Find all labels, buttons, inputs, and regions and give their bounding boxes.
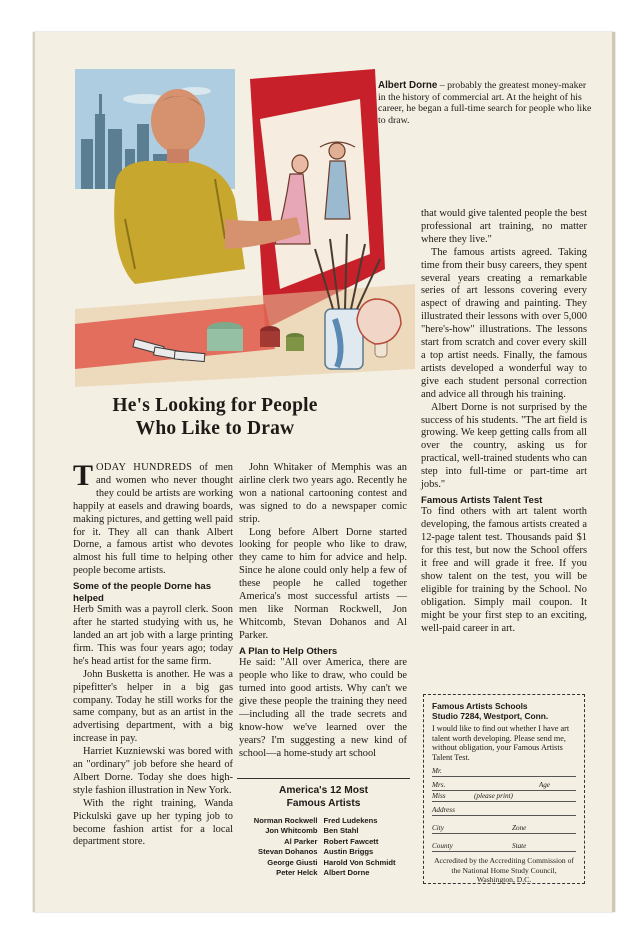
caption-name: Albert Dorne: [378, 80, 438, 91]
col3-paragraph-4: To find others with art talent worth developing, the famous artists created a 12-page talent test. Thousands paid $1 for this test, but now the School offers it free and will grade it free. If you show talent on the test, you will be eligible for training by the School. No obligation. Simply mail coupon. It might be your first step to an exciting, well-paid career in art.: [421, 506, 587, 634]
column-3: [421, 208, 587, 636]
artist-illustration: [75, 69, 415, 387]
label-mr: Mr.: [432, 767, 442, 776]
artist-name: Ben Stahl: [323, 826, 359, 836]
col2-paragraph-3: He said: "All over America, there are people who like to draw, who could be turned into good artists. Why can't we give these people the training they need—including all the trade secrets and know-how we've learned over the years? I'm suggesting a new kind of school—a home-study art school: [239, 657, 407, 759]
mail-coupon[interactable]: [423, 694, 585, 884]
coupon-mrs-age-field[interactable]: [432, 781, 576, 791]
coupon-mr-field[interactable]: [432, 767, 576, 777]
drop-cap: T: [73, 459, 94, 492]
artists-row: [237, 847, 410, 857]
headline: [75, 394, 355, 440]
artists-row: [237, 858, 410, 868]
artist-name: Robert Fawcett: [323, 836, 379, 846]
artist-caption: [378, 80, 593, 126]
coupon-address: Studio 7284, Westport, Conn.: [432, 711, 549, 721]
artists-title-2: Famous Artists: [286, 797, 361, 809]
artists-row: [237, 826, 410, 836]
artist-name: Harold Von Schmidt: [323, 857, 396, 867]
famous-artists-list: [237, 785, 410, 878]
artist-name: Stevan Dohanos: [258, 847, 318, 857]
headline-line-1: He's Looking for People: [112, 395, 318, 416]
label-zone: Zone: [512, 824, 527, 833]
artists-divider: [237, 778, 410, 779]
col3-subhead: Famous Artists Talent Test: [421, 494, 543, 506]
col3-paragraph-3: Albert Dorne is not surprised by the success of his students. "The art field is growing. We keep getting calls from all over the country, asking us for practical, well-trained students who can step into full-time or part-time art jobs.": [421, 401, 587, 491]
artist-name: Fred Ludekens: [323, 816, 378, 825]
col2-paragraph-2: Long before Albert Dorne started looking for people who like to draw, they came to him for advice and help. Since he alone could only help a few of these people he called together America's most successful artists —men like Norman Rockwell, Jon Whitcomb, Stevan Dohanos and Al Parker.: [239, 526, 407, 641]
label-miss: Miss: [432, 792, 446, 801]
label-age: Age: [538, 781, 550, 790]
col3-paragraph-1: that would give talented people the best professional art training, no matter where they live.": [421, 208, 587, 245]
coupon-accreditation: Accredited by the Accrediting Commission of the National Home Study Council, Washington, D.C.: [434, 856, 574, 884]
col1-paragraph-4: Harriet Kuzniewski was bored with an "ordinary" job before she heard of Albert Dorne. Today she does high-style fashion illustration in New York.: [73, 746, 233, 796]
col1-paragraph-1: [73, 459, 233, 578]
artist-name: Jon Whitcomb: [265, 826, 318, 836]
artist-name: George Giusti: [267, 857, 318, 867]
col1-paragraph-2: Herb Smith was a payroll clerk. Soon after he started studying with us, he landed an art job with a large printing firm. This was four years ago; today he's head artist for the same firm.: [73, 604, 233, 667]
col2-paragraph-1: John Whitaker of Memphis was an airline clerk two years ago. Recently he won a national cartooning contest and was signed to do a newspaper comic strip.: [239, 462, 407, 525]
label-state: State: [512, 842, 527, 851]
coupon-address-field[interactable]: [432, 806, 576, 816]
col3-paragraph-2: The famous artists agreed. Taking time from their busy careers, they spent several years creating a remarkable series of art lessons covering every aspect of drawing and painting. They illustrated their lessons with over 5,000 "here's-how" illustrations. The lessons start from scratch and cover every skill a top artist needs. Finally, the famous artists developed a wonderful way to give each student personal correction and advice all through his training.: [421, 246, 587, 400]
headline-line-2: Who Like to Draw: [135, 418, 295, 439]
col1-p1-rest: of men and women who never thought they could be artists are working happily at easels and drawing boards, making pictures, and getting well paid for it. They all can thank Albert Dorne, a famous artist who devotes almost his full time to helping other people become artists.: [73, 462, 233, 577]
glass-bowl: [357, 299, 401, 344]
artist-name: Austin Briggs: [323, 847, 374, 857]
artists-row: [237, 837, 410, 847]
coupon-county-state-field[interactable]: [432, 842, 576, 852]
artists-row: [237, 868, 410, 878]
label-mrs: Mrs.: [432, 781, 446, 790]
artist-name: Peter Helck: [276, 868, 318, 878]
magazine-page: [33, 32, 615, 912]
col1-paragraph-3: John Busketta is another. He was a pipefitter's helper in a big gas company. Today he still works for the same company, but as an artist in the advertising department, with a big increase in pay.: [73, 668, 233, 745]
coupon-city-zone-field[interactable]: [432, 824, 576, 834]
caption-text: – probably the greatest money-maker in the history of commercial art. At the height of his career, he began a full-time search for people who like to draw.: [378, 80, 592, 126]
artists-row: [237, 816, 410, 826]
artist-head: [151, 89, 205, 153]
col1-subhead: Some of the people Dorne has helped: [73, 581, 212, 604]
artist-name: Norman Rockwell: [253, 816, 318, 825]
col2-subhead: A Plan to Help Others: [239, 645, 338, 657]
col1-paragraph-5: With the right training, Wanda Pickulski gave up her typing job to become fashion artist for a local department store.: [73, 797, 233, 848]
col1-lead: ODAY HUNDREDS: [96, 462, 193, 473]
column-1: [73, 459, 233, 849]
artists-table: [237, 816, 410, 878]
coupon-miss-field[interactable]: [432, 792, 576, 802]
coupon-body: I would like to find out whether I have art talent worth developing. Please send me, without obligation, your Famous Artists Talent Test.: [432, 724, 570, 762]
label-please-print: (please print): [474, 792, 513, 801]
label-address: Address: [432, 806, 455, 815]
coupon-school-name: Famous Artists Schools: [432, 701, 528, 711]
artist-name: Albert Dorne: [323, 868, 370, 878]
label-city: City: [432, 824, 444, 833]
column-2: [239, 462, 407, 760]
label-county: County: [432, 842, 453, 851]
artists-title-1: America's 12 Most: [278, 785, 369, 796]
artist-name: Al Parker: [284, 836, 318, 846]
